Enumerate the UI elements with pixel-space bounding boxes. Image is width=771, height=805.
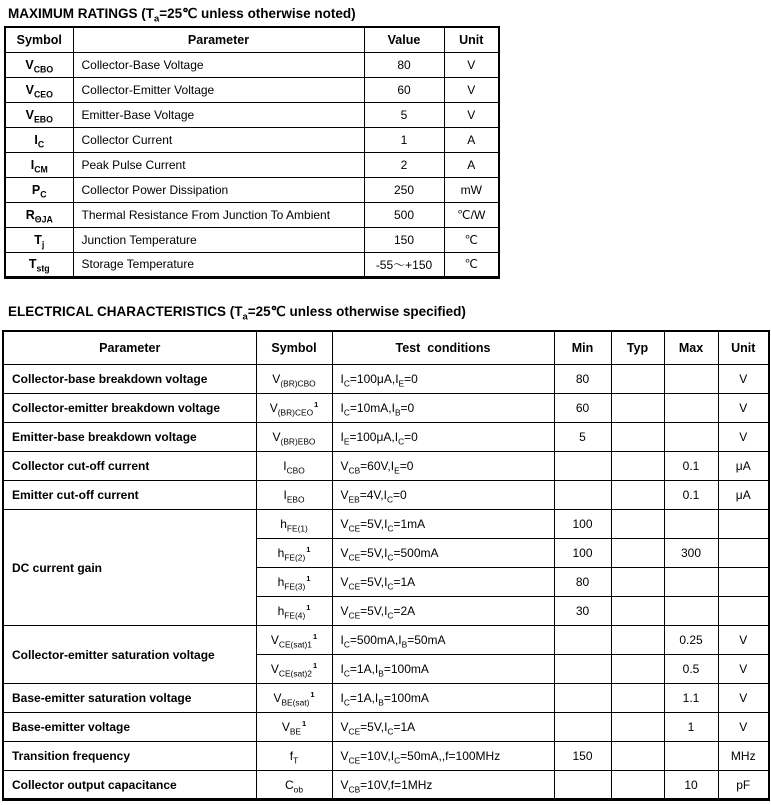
subscript: C [394, 755, 401, 766]
superscript-note: 1 [314, 400, 319, 409]
subscript: a [153, 13, 160, 25]
parameter-cell: Collector-emitter saturation voltage [3, 626, 256, 684]
min-cell: 5 [554, 423, 611, 452]
table-row [3, 626, 769, 655]
superscript-note: 1 [306, 603, 311, 612]
electrical-characteristics-table [2, 330, 770, 802]
symbol-cell: $T_{stg}$ [5, 252, 73, 277]
subscript: C [343, 378, 350, 389]
max-cell [664, 510, 718, 539]
typ-cell [611, 394, 664, 423]
value-cell: 250 [364, 177, 444, 202]
parameter-cell: Collector output capacitance [3, 771, 256, 800]
parameter-cell: Junction Temperature [73, 227, 364, 252]
subscript: C [40, 189, 47, 199]
min-cell: 100 [554, 510, 611, 539]
parameter-cell: Base-emitter saturation voltage [3, 684, 256, 713]
subscript: CE(sat)2 [278, 668, 312, 679]
typ-cell [611, 742, 664, 771]
table-row [3, 684, 769, 713]
value-cell: 5 [364, 102, 444, 127]
conditions-cell: $I_C=1A,I_B=100mA$ [332, 684, 554, 713]
min-cell [554, 713, 611, 742]
subscript: E [394, 465, 400, 476]
table-row [5, 77, 499, 102]
subscript: T [293, 755, 299, 766]
max-cell [664, 423, 718, 452]
column-header: Parameter [73, 27, 364, 52]
symbol-cell: $V_{(BR)CEO}^1$ [256, 394, 332, 423]
unit-cell: V [444, 102, 499, 127]
column-header: Value [364, 27, 444, 52]
unit-cell: V [718, 365, 769, 394]
unit-cell: V [718, 713, 769, 742]
conditions-cell: $I_C=100\mu A,I_E=0$ [332, 365, 554, 394]
superscript-note: 1 [312, 632, 318, 641]
column-header: Parameter [3, 331, 256, 365]
subscript: C [398, 436, 405, 447]
column-header: Test conditions [332, 331, 554, 365]
typ-cell [611, 423, 664, 452]
subscript: C [387, 552, 394, 563]
value-cell: 1 [364, 127, 444, 152]
conditions-cell: $V_{CE}=10V,I_C=50mA,,f=100MHz$ [332, 742, 554, 771]
symbol-cell: $I_{CM}$ [5, 152, 73, 177]
subscript: CE(sat)1 [278, 639, 312, 650]
column-header: Unit [444, 27, 499, 52]
min-cell: 80 [554, 568, 611, 597]
subscript: stg [36, 263, 50, 274]
subscript: CEO [33, 89, 53, 99]
subscript: C [343, 668, 350, 679]
subscript: CE [348, 581, 361, 592]
subscript: BE [289, 726, 302, 737]
min-cell: 80 [554, 365, 611, 394]
symbol-cell: $T_j$ [5, 227, 73, 252]
subscript: CBO [286, 465, 305, 476]
value-cell: 80 [364, 52, 444, 77]
unit-cell: V [718, 394, 769, 423]
table-row [3, 713, 769, 742]
symbol-cell: $V_{EBO}$ [5, 102, 73, 127]
table-row [5, 52, 499, 77]
value-cell: 60 [364, 77, 444, 102]
conditions-cell: $V_{EB}=4V,I_C=0$ [332, 481, 554, 510]
subscript: a [242, 311, 248, 323]
table-row [3, 365, 769, 394]
column-header: Min [554, 331, 611, 365]
max-cell: 0.1 [664, 452, 718, 481]
parameter-cell: Collector-base breakdown voltage [3, 365, 256, 394]
unit-cell [718, 539, 769, 568]
subscript: BE(sat) [281, 697, 310, 708]
max-ratings-title: MAXIMUM RATINGS ($T_a=25℃$ unless otherwise noted) [8, 6, 356, 25]
subscript: C [37, 139, 45, 149]
unit-cell [718, 597, 769, 626]
max-cell [664, 394, 718, 423]
parameter-cell: Collector-Emitter Voltage [73, 77, 364, 102]
max-ratings-body [5, 52, 499, 277]
superscript-note: 1 [306, 574, 311, 583]
unit-cell: μA [718, 481, 769, 510]
table-row [3, 510, 769, 539]
parameter-cell: Emitter-base breakdown voltage [3, 423, 256, 452]
subscript: E [398, 378, 405, 389]
typ-cell [611, 597, 664, 626]
conditions-cell: $I_C=1A,I_B=100mA$ [332, 655, 554, 684]
symbol-cell: $V_{CE(sat)1}^1$ [256, 626, 332, 655]
min-cell [554, 481, 611, 510]
symbol-cell: $f_T$ [256, 742, 332, 771]
parameter-cell: Emitter-Base Voltage [73, 102, 364, 127]
parameter-cell: Collector cut-off current [3, 452, 256, 481]
unit-cell: V [718, 626, 769, 655]
typ-cell [611, 626, 664, 655]
column-header: Symbol [5, 27, 73, 52]
typ-cell [611, 481, 664, 510]
subscript: C [343, 407, 350, 418]
max-cell [664, 568, 718, 597]
symbol-cell: $V_{BE}^1$ [256, 713, 332, 742]
symbol-cell: $h_{FE(1)}$ [256, 510, 332, 539]
subscript: CE [348, 726, 361, 737]
unit-cell: ℃ [444, 227, 499, 252]
table-row [5, 252, 499, 277]
symbol-cell: $V_{(BR)CBO}$ [256, 365, 332, 394]
conditions-cell: $V_{CE}=5V,I_C=1mA$ [332, 510, 554, 539]
symbol-cell: $I_{EBO}$ [256, 481, 332, 510]
min-cell: 30 [554, 597, 611, 626]
symbol-cell: $h_{FE(4)}^1$ [256, 597, 332, 626]
parameter-cell: Peak Pulse Current [73, 152, 364, 177]
table-row [3, 394, 769, 423]
superscript-note: 1 [302, 719, 307, 728]
max-cell: 0.25 [664, 626, 718, 655]
typ-cell [611, 713, 664, 742]
symbol-cell: $h_{FE(2)}^1$ [256, 539, 332, 568]
subscript: E [343, 436, 350, 447]
conditions-cell: $V_{CB}=60V,I_E=0$ [332, 452, 554, 481]
superscript-note: 1 [312, 661, 318, 670]
max-cell: 300 [664, 539, 718, 568]
subscript: (BR)CEO [277, 407, 314, 418]
column-header: Symbol [256, 331, 332, 365]
max-cell [664, 597, 718, 626]
unit-cell: V [718, 423, 769, 452]
subscript: FE(3) [284, 581, 306, 592]
max-ratings-header-row [5, 27, 499, 52]
unit-cell: A [444, 152, 499, 177]
max-cell: 0.5 [664, 655, 718, 684]
subscript: CE [348, 610, 361, 621]
unit-cell: ℃ [444, 252, 499, 277]
symbol-cell: $V_{CBO}$ [5, 52, 73, 77]
subscript: B [378, 697, 384, 708]
symbol-cell: $P_C$ [5, 177, 73, 202]
subscript: ΘJA [34, 214, 53, 224]
value-cell: 150 [364, 227, 444, 252]
subscript: CE [348, 552, 361, 563]
unit-cell: V [718, 684, 769, 713]
superscript-note: 1 [306, 545, 311, 554]
table-row [3, 481, 769, 510]
unit-cell [718, 568, 769, 597]
min-cell [554, 684, 611, 713]
subscript: C [387, 581, 394, 592]
subscript: CB [348, 465, 361, 476]
subscript: C [387, 523, 394, 534]
table-row [5, 202, 499, 227]
subscript: C [343, 697, 350, 708]
subscript: (BR)EBO [280, 436, 316, 447]
electrical-characteristics-title: ELECTRICAL CHARACTERISTICS ($T_a=25℃$ unless otherwise specified) [8, 303, 466, 323]
parameter-cell: Collector-Base Voltage [73, 52, 364, 77]
unit-cell: V [444, 77, 499, 102]
typ-cell [611, 771, 664, 800]
typ-cell [611, 539, 664, 568]
column-header: Max [664, 331, 718, 365]
symbol-cell: $V_{(BR)EBO}$ [256, 423, 332, 452]
subscript: C [386, 494, 394, 505]
symbol-cell: $V_{BE(sat)}^1$ [256, 684, 332, 713]
table-row [3, 742, 769, 771]
superscript-note: 1 [310, 690, 315, 699]
subscript: B [401, 639, 408, 650]
column-header: Unit [718, 331, 769, 365]
typ-cell [611, 655, 664, 684]
min-cell [554, 655, 611, 684]
symbol-cell: $R_{\Theta JA}$ [5, 202, 73, 227]
symbol-cell: $h_{FE(3)}^1$ [256, 568, 332, 597]
symbol-cell: $V_{CE(sat)2}^1$ [256, 655, 332, 684]
electrical-body [3, 365, 769, 800]
parameter-cell: Collector Power Dissipation [73, 177, 364, 202]
min-cell [554, 771, 611, 800]
subscript: EB [348, 494, 360, 505]
subscript: B [394, 407, 401, 418]
subscript: CM [34, 164, 48, 174]
table-row [5, 177, 499, 202]
typ-cell [611, 365, 664, 394]
parameter-cell: Collector-emitter breakdown voltage [3, 394, 256, 423]
conditions-cell: $V_{CE}=5V,I_C=1A$ [332, 568, 554, 597]
parameter-cell: Storage Temperature [73, 252, 364, 277]
subscript: B [378, 668, 384, 679]
subscript: C [387, 726, 394, 737]
column-header: Typ [611, 331, 664, 365]
conditions-cell: $V_{CE}=5V,I_C=1A$ [332, 713, 554, 742]
max-cell [664, 742, 718, 771]
parameter-cell: Emitter cut-off current [3, 481, 256, 510]
min-cell [554, 626, 611, 655]
subscript: CB [348, 783, 361, 794]
unit-cell: V [444, 52, 499, 77]
unit-cell: V [718, 655, 769, 684]
subscript: C [343, 639, 350, 650]
table-row [3, 452, 769, 481]
value-cell: 500 [364, 202, 444, 227]
parameter-cell: Thermal Resistance From Junction To Ambient [73, 202, 364, 227]
symbol-cell: $I_C$ [5, 127, 73, 152]
table-row [3, 771, 769, 800]
table-row [5, 127, 499, 152]
max-cell: 0.1 [664, 481, 718, 510]
conditions-cell: $V_{CE}=5V,I_C=2A$ [332, 597, 554, 626]
subscript: CE [348, 755, 361, 766]
subscript: FE(2) [284, 552, 306, 563]
max-ratings-table [4, 26, 500, 279]
typ-cell [611, 568, 664, 597]
max-cell: 10 [664, 771, 718, 800]
parameter-cell: Collector Current [73, 127, 364, 152]
max-cell: 1.1 [664, 684, 718, 713]
parameter-cell: Base-emitter voltage [3, 713, 256, 742]
unit-cell: ℃/W [444, 202, 499, 227]
max-cell [664, 365, 718, 394]
conditions-cell: $I_C=500mA,I_B=50mA$ [332, 626, 554, 655]
typ-cell [611, 452, 664, 481]
subscript: j [41, 239, 45, 249]
subscript: (BR)CBO [280, 378, 316, 389]
symbol-cell: $V_{CEO}$ [5, 77, 73, 102]
max-cell: 1 [664, 713, 718, 742]
conditions-cell: $V_{CB}=10V,f=1MHz$ [332, 771, 554, 800]
symbol-cell: $I_{CBO}$ [256, 452, 332, 481]
min-cell: 100 [554, 539, 611, 568]
subscript: CBO [33, 64, 54, 74]
unit-cell: A [444, 127, 499, 152]
value-cell: 2 [364, 152, 444, 177]
subscript: FE(1) [286, 523, 308, 534]
unit-cell [718, 510, 769, 539]
min-cell: 60 [554, 394, 611, 423]
table-row [3, 423, 769, 452]
unit-cell: MHz [718, 742, 769, 771]
subscript: ob [293, 783, 303, 794]
subscript: EBO [33, 114, 53, 124]
symbol-cell: $C_{ob}$ [256, 771, 332, 800]
parameter-cell: Transition frequency [3, 742, 256, 771]
min-cell [554, 452, 611, 481]
subscript: C [387, 610, 394, 621]
table-row [5, 152, 499, 177]
min-cell: 150 [554, 742, 611, 771]
typ-cell [611, 684, 664, 713]
subscript: FE(4) [284, 610, 306, 621]
unit-cell: μA [718, 452, 769, 481]
table-row [5, 102, 499, 127]
unit-cell: mW [444, 177, 499, 202]
electrical-header-row [3, 331, 769, 365]
conditions-cell: $I_E=100\mu A,I_C=0$ [332, 423, 554, 452]
subscript: CE [348, 523, 361, 534]
conditions-cell: $V_{CE}=5V,I_C=500mA$ [332, 539, 554, 568]
parameter-cell: DC current gain [3, 510, 256, 626]
conditions-cell: $I_C=10mA,I_B=0$ [332, 394, 554, 423]
table-row [5, 227, 499, 252]
typ-cell [611, 510, 664, 539]
value-cell: -55～+150 [364, 252, 444, 277]
subscript: EBO [286, 494, 305, 505]
unit-cell: pF [718, 771, 769, 800]
